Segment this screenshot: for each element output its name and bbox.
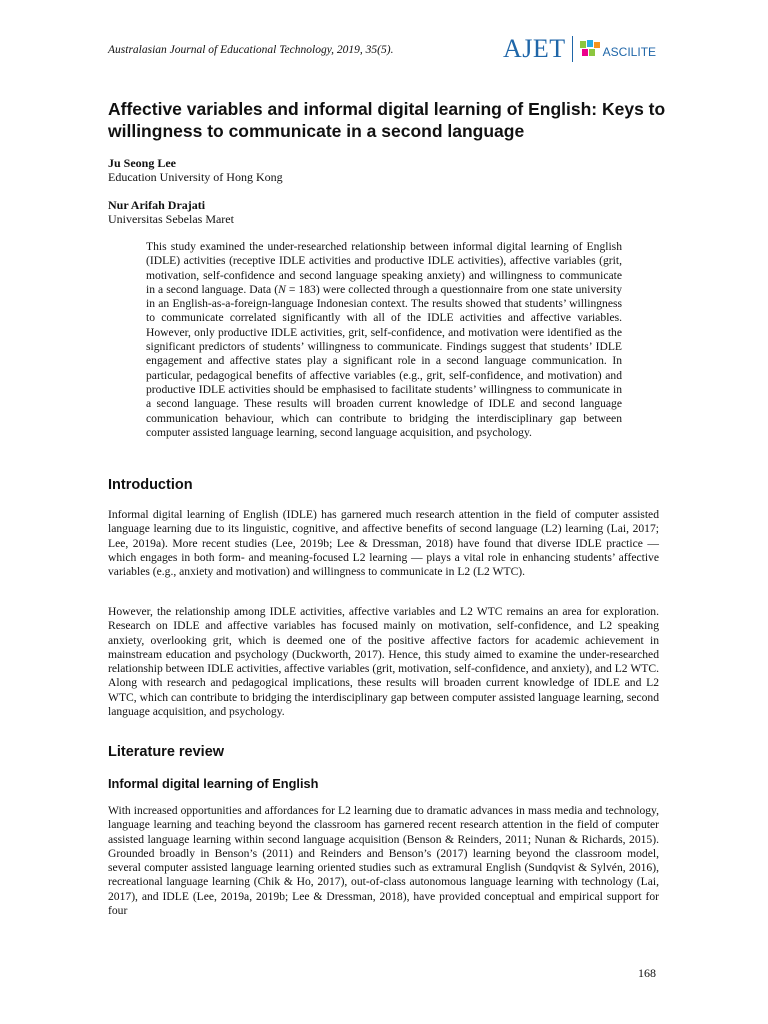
ajet-logo-text: AJET: [503, 34, 566, 63]
author-name: Nur Arifah Drajati: [108, 198, 206, 212]
page-number: 168: [638, 966, 656, 980]
abstract-text-part-1: This study examined the under-researched relationship between informal digital learning of English (IDLE) activities (receptive IDLE activities and productive IDLE activities), affective variables (grit, motivation, self-confidence and second language speaking anxiety) and willingness to communicate in a second language. Data (: [146, 240, 622, 296]
literature-review-subheading: Informal digital learning of English: [108, 776, 319, 791]
literature-review-paragraph-1: With increased opportunities and affordances for L2 learning due to dramatic advances in mass media and technology, language learning and teaching beyond the classroom has garnered recent research attention in the field of computer assisted language learning within second language acquisition (Benson & Reinders, 2011; Nunan & Richards, 2015). Grounded broadly in Benson’s (2011) and Reinders and Benson’s (2017) learning beyond the classroom model, several computer assisted language learning oriented studies such as extramural English (Sundqvist & Sylvén, 2016), recreational language learning (Chik & Ho, 2017), out-of-class autonomous language learning with technology (Lai, 2017), and IDLE (Lee, 2019a, 2019b; Lee & Dressman, 2018), have provided conceptual and empirical support for four: [108, 804, 659, 918]
abstract-sample-size-symbol: N: [278, 282, 286, 296]
introduction-paragraph-1: Informal digital learning of English (IDLE) has garnered much research attention in the field of computer assisted language learning due to its linguistic, cognitive, and affective benefits of second language (L2) learning (Lai, 2017; Lee, 2019a). More recent studies (Lee, 2019b; Lee & Dressman, 2018) have found that diverse IDLE practice — which engages in both form- and meaning-focused L2 learning — plays a vital role in enhancing students’ affective variables (e.g., anxiety and motivation) and willingness to communicate in L2 (L2 WTC).: [108, 508, 659, 579]
ascilite-logo: [579, 39, 656, 59]
author-block-1: [108, 156, 283, 184]
author-block-2: [108, 198, 234, 226]
abstract: [146, 240, 622, 440]
literature-review-heading: Literature review: [108, 744, 225, 760]
abstract-text-part-2: = 183) were collected through a questionnaire from one state university in an English-as-a-foreign-language Indonesian context. The results showed that students’ willingness to communicate correlated significantly with all of the IDLE activities and affective variables. However, only productive IDLE activities, grit, self-confidence, and motivation were identified as the significant predictors of students’ willingness to communicate. Findings suggest that students’ IDLE engagement and affective states play a significant role in a second language communication. In particular, pedagogical benefits of affective variables (e.g., grit, self-confidence, and motivation) and productive IDLE activities should be emphasised to facilitate students’ willingness to communicate in a second language. These results will broaden current knowledge of IDLE and second language communication behaviour, which can contribute to bridging the interdisciplinary gap between computer assisted language learning, second language acquisition, and psychology.: [146, 282, 623, 439]
journal-logo[interactable]: [503, 34, 656, 64]
introduction-heading: Introduction: [108, 477, 193, 493]
author-affiliation: Education University of Hong Kong: [108, 170, 283, 184]
introduction-paragraph-2: However, the relationship among IDLE activities, affective variables and L2 WTC remains an area for exploration. Research on IDLE and affective variables has focused mainly on motivation, self-confidence, and L2 speaking anxiety, overlooking grit, which is deemed one of the positive affective factors for academic achievement in mainstream education and psychology (Duckworth, 2017). Hence, this study aimed to examine the under-researched relationship between IDLE activities, affective variables (grit, motivation, self-confidence, and anxiety), and L2 WTC. Along with research and pedagogical implications, these results will broaden current knowledge of IDLE and L2 WTC, which can contribute to bridging the interdisciplinary gap between computer assisted language learning, second language acquisition, and psychology.: [108, 605, 659, 719]
author-affiliation: Universitas Sebelas Maret: [108, 212, 234, 226]
logo-divider: [572, 36, 573, 62]
author-name: Ju Seong Lee: [108, 156, 177, 170]
ascilite-mark-icon: [579, 39, 601, 59]
running-header: Australasian Journal of Educational Technology, 2019, 35(5).: [108, 44, 394, 56]
ascilite-logo-text: ASCILITE: [602, 45, 657, 59]
paper-title: Affective variables and informal digital learning of English: Keys to willingness to communicate in a second language: [108, 99, 666, 141]
